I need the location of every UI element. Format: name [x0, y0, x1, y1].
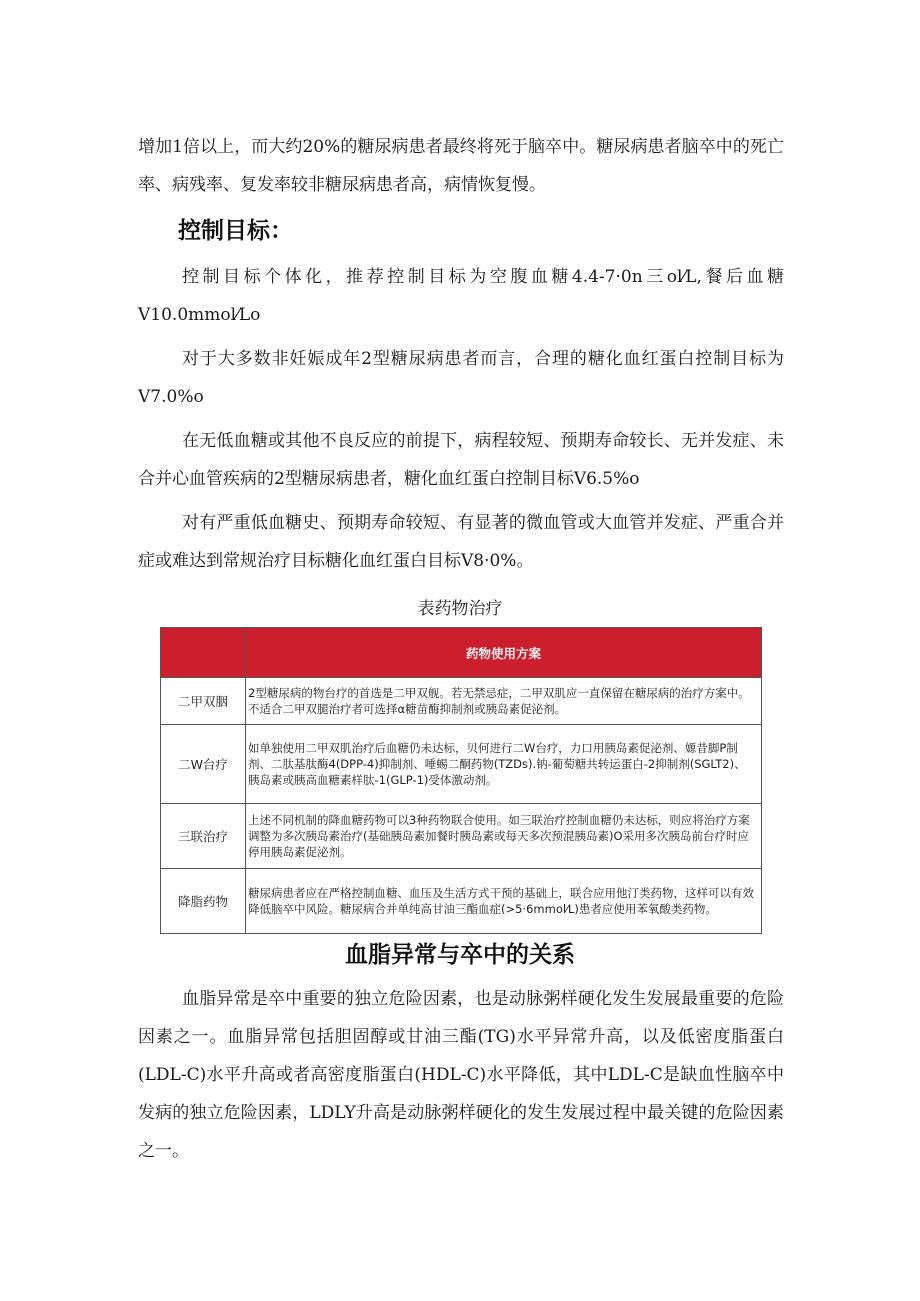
control-paragraph-1: 控制目标个体化，推荐控制目标为空腹血糖4.4-7·0n三ol⁄L,餐后血糖V10.0mmol⁄Lo: [138, 267, 784, 325]
drug-plan-cell: 如单独使用二甲双肌治疗后血糖仍未达标，贝何进行二W台疗，力口用胰岛素促泌剂、嫄昔脚P制剂、二肽基肽酶4(DPP-4)抑制剂、唾蜴二酮药物(TZDs).钠-葡萄糖共转运蛋白-2抑制剂(SGLT2)、胰岛素或胰高血糖素样肽-1(GLP-1)受体激动剂。: [246, 725, 762, 804]
table-row: [161, 869, 762, 934]
drug-therapy-table: [160, 627, 762, 934]
drug-name-cell: 三联治疗: [161, 804, 246, 869]
drug-plan-cell: 糖尿病患者应在严格控制血糖、血压及生活方式干预的基础上，联合应用他汀类药物，这样可以有效降低脑卒中风险。糖尿病合并单纯高甘油三酯血症(>5·6mmol⁄L)患者应使用苯氧酸类药物。: [246, 869, 762, 934]
table-caption: 表药物治疗: [417, 599, 503, 619]
drug-plan-cell: 上述不同机制的降血糖药物可以3种药物联合使用。如三联治疗控制血糖仍未达标，则应将治疗方案调整为多次胰岛素治疗(基础胰岛素加餐时胰岛素或每天多次预混胰岛素)O采用多次胰岛前台疗时应停用胰岛素促泌剂。: [246, 804, 762, 869]
drug-plan-cell: 2型糖尿病的物台疗的首选是二甲双舰。若无禁忌症，二甲双肌应一直保留在糖尿病的治疗方案中。不适合二甲双腿治疗者可选择α糖苗酶抑制剂或胰岛素促泌剂。: [246, 678, 762, 725]
lipid-paragraph: 血脂异常是卒中重要的独立危险因素，也是动脉粥样硬化发生发展最重要的危险因素之一。血脂异常包括胆固醇或甘油三酯(TG)水平异常升高，以及低密度脂蛋白(LDL-C)水平升高或者高密度脂蛋白(HDL-C)水平降低，其中LDL-C是缺血性脑卒中发病的独立危险因素，LDLY升高是动脉粥样硬化的发生发展过程中最关键的危险因素之一。: [138, 989, 784, 1161]
intro-paragraph: 增加1倍以上，而大约20%的糖尿病患者最终将死于脑卒中。糖尿病患者脑卒中的死亡率、病残率、复发率较非糖尿病患者高，病情恢复慢。: [138, 137, 784, 195]
drug-name-cell: 降脂药物: [161, 869, 246, 934]
table-row: [161, 804, 762, 869]
drug-name-cell: 二W台疗: [161, 725, 246, 804]
header-left-cell: [161, 628, 246, 678]
lipid-heading: 血脂异常与卒中的关系: [345, 942, 575, 968]
table-row: [161, 725, 762, 804]
drug-name-cell: 二甲双胭: [161, 678, 246, 725]
control-paragraph-4: 对有严重低血糖史、预期寿命较短、有显著的微血管或大血管并发症、严重合并症或难达到常规治疗目标糖化血红蛋白目标V8·0%。: [138, 513, 784, 571]
control-paragraph-3: 在无低血糖或其他不良反应的前提下，病程较短、预期寿命较长、无并发症、未合并心血管疾病的2型糖尿病患者，糖化血红蛋白控制目标V6.5%o: [138, 431, 784, 489]
header-plan-cell: 药物使用方案: [246, 628, 762, 678]
table-header-row: [161, 628, 762, 678]
table-row: [161, 678, 762, 725]
control-heading: 控制目标：: [178, 218, 293, 244]
control-paragraph-2: 对于大多数非妊娠成年2型糖尿病患者而言，合理的糖化血红蛋白控制目标为V7.0%o: [138, 349, 784, 407]
